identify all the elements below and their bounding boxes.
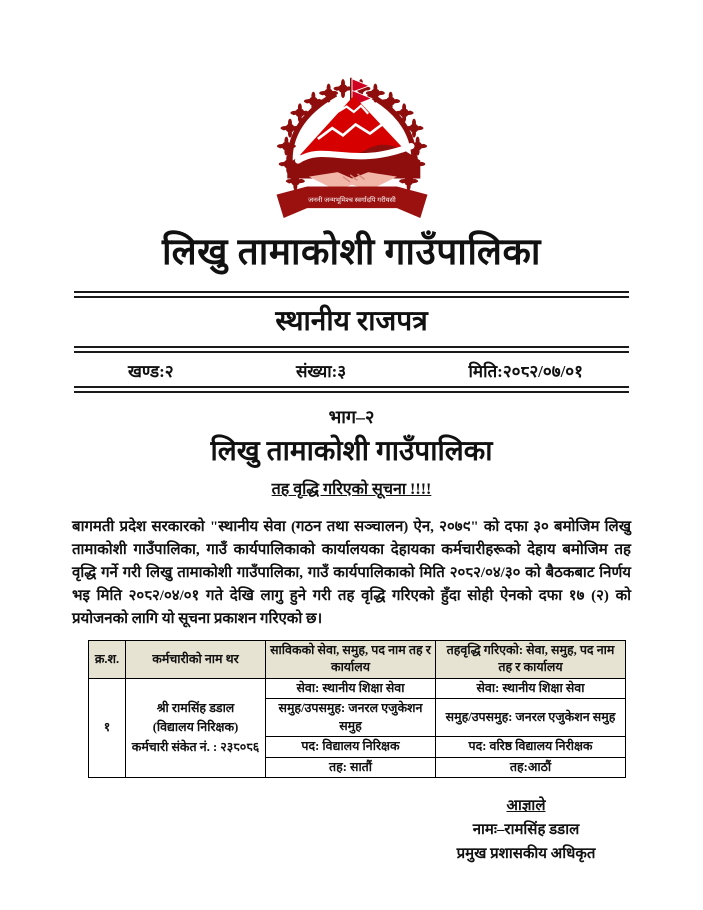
cell-upgraded-pad: पद: वरिष्ठ विद्यालय निरीक्षक <box>436 737 626 758</box>
employee-code: कर्मचारी संकेत नं. : २३८०८६ <box>131 739 260 754</box>
number-label: संख्या:३ <box>295 362 347 382</box>
emblem-motto-text: जननी जन्मभूमिश्च स्वर्गादपि गरीयसी <box>307 196 396 204</box>
act-name: "स्थानीय सेवा (गठन तथा सञ्चालन) ऐन, २०७९" <box>209 518 479 535</box>
date-label: मिति:२०८२/०७/०१ <box>468 362 583 382</box>
cell-previous-samuha: समुह/उपसमुह: जनरल एजुकेशन समुह <box>266 699 436 737</box>
nepal-emblem <box>262 76 442 227</box>
municipality-subtitle: लिखु तामाकोशी गाउँपालिका <box>210 436 493 468</box>
cell-serial: १ <box>89 678 126 778</box>
volume-label: खण्ड:२ <box>128 362 174 382</box>
by-order-label: आज्ञाले <box>506 798 546 815</box>
nepal-emblem-graphic <box>262 76 442 227</box>
municipality-title: लिखु तामाकोशी गाउँपालिका <box>161 232 541 273</box>
divider-rule <box>74 386 629 393</box>
cell-employee-name <box>126 678 266 778</box>
header-upgraded-service: तहवृद्धि गरिएको: सेवा, समुह, पद नाम तह र कार्यालय <box>436 640 626 678</box>
signatory-name: नामः–रामसिंह डडाल <box>472 822 580 839</box>
notice-heading: तह वृद्धि गरिएको सूचना !!!! <box>271 480 432 498</box>
cell-upgraded-samuha: समुह/उपसमुह: जनरल एजुकेशन समुह <box>436 699 626 737</box>
header-serial: क्र.श. <box>89 640 126 678</box>
divider-rule <box>74 346 629 353</box>
gazette-meta-row <box>128 359 583 382</box>
part-heading: भाग–२ <box>328 407 375 428</box>
employee-name: श्री रामसिंह डडाल <box>156 700 235 715</box>
table-row <box>89 678 626 699</box>
para-segment-2: को दफा ३० बमोजिम लिखु तामाकोशी गाउँपालिका, गाउँ कार्यपालिकाको कार्यालयका देहायका कर्मचारीहरूको देहाय बमोजिम तह वृद्धि गर्ने गरी लिखु तामाकोशी गाउँपालिका, गाउँ कार्यपालिकाको मिति २०८२/०४/३० को बैठकबाट निर्णय भइ मिति २०८२/०४/०१ गते देखि लागु हुने गरी तह वृद्धि गरिएको हुँदा सोही ऐनको दफा १७ (२) को प्रयोजनको लागि यो सूचना प्रकाशन गरिएको छ। <box>72 518 631 627</box>
signature-block <box>431 794 621 866</box>
cell-previous-sewa: सेवा: स्थानीय शिक्षा सेवा <box>266 678 436 699</box>
cell-upgraded-tah: तह:आठौं <box>436 757 626 778</box>
divider-rule <box>74 291 629 298</box>
gazette-title: स्थानीय राजपत्र <box>275 306 428 338</box>
header-employee-name: कर्मचारीको नाम थर <box>126 640 266 678</box>
signatory-designation: प्रमुख प्रशासकीय अधिकृत <box>456 846 596 863</box>
employee-post: (विद्यालय निरिक्षक) <box>152 720 239 735</box>
motto-ribbon-icon <box>276 187 427 218</box>
cell-upgraded-sewa: सेवा: स्थानीय शिक्षा सेवा <box>436 678 626 699</box>
promotion-table <box>88 640 626 779</box>
cell-previous-tah: तह: सातौं <box>266 757 436 778</box>
table-header-row <box>89 640 626 678</box>
header-previous-service: साविकको सेवा, समुह, पद नाम तह र कार्यालय <box>266 640 436 678</box>
cell-previous-pad: पद: विद्यालय निरिक्षक <box>266 737 436 758</box>
notice-body-paragraph <box>72 516 631 631</box>
para-segment-1: बागमती प्रदेश सरकारको <box>72 518 210 535</box>
